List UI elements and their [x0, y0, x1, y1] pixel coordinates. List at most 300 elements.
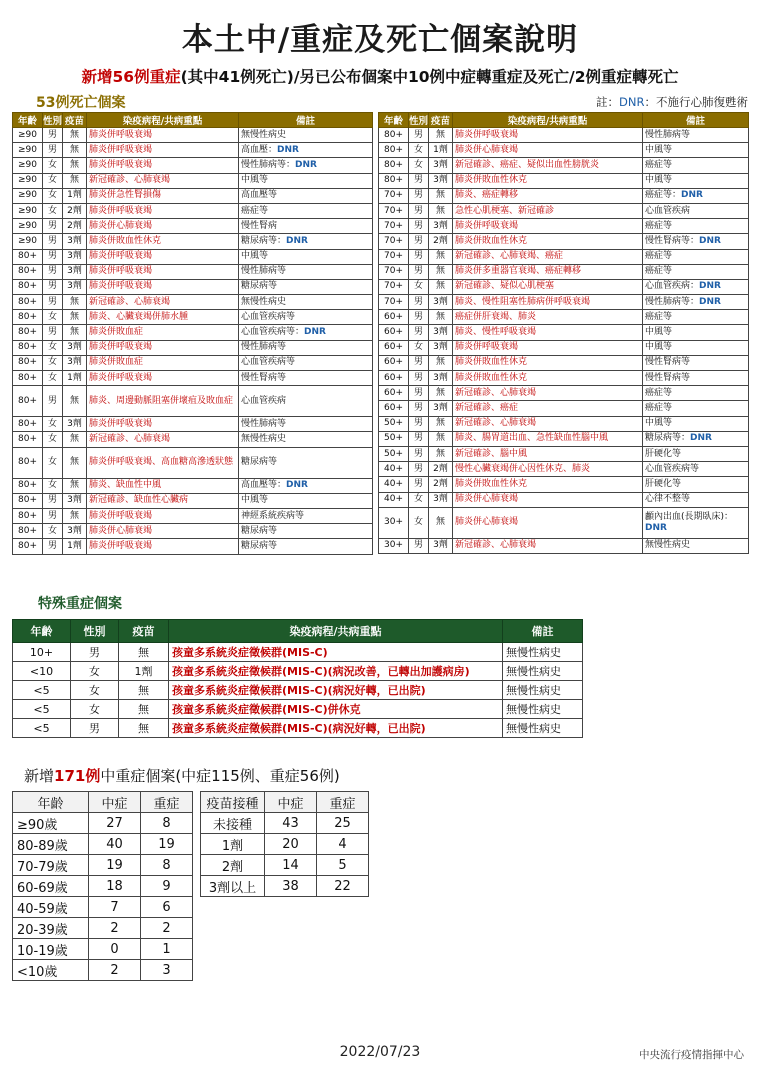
remark-cell	[239, 143, 373, 158]
table-row	[201, 876, 369, 897]
remark-cell	[239, 524, 373, 539]
remark-cell	[643, 188, 749, 203]
remark-cell	[643, 264, 749, 279]
col-moderate: 中症	[89, 792, 141, 813]
vax-cell: 3劑	[429, 295, 453, 310]
remark-cell	[643, 355, 749, 370]
vax-cell: 無	[63, 173, 87, 188]
table-row	[13, 143, 373, 158]
course-cell: 肺炎、慢性阻塞性肺病併呼吸衰竭	[453, 295, 643, 310]
vax-cell: 無	[119, 719, 169, 738]
vax-cell: 無	[429, 203, 453, 218]
remark-cell	[239, 355, 373, 370]
deaths-table-right	[378, 112, 749, 554]
vax-cell: 無	[63, 310, 87, 325]
course-cell: 孩童多系統炎症徵候群(MIS-C)	[169, 643, 503, 662]
age-cell: 70+	[379, 203, 409, 218]
remark-cell	[239, 371, 373, 386]
vax-cell: 無	[429, 416, 453, 431]
remark-text: 癌症等	[645, 266, 673, 277]
vax-cell: 無	[63, 158, 87, 173]
vax-cell: 3劑	[429, 371, 453, 386]
age-cell: ≥90	[13, 143, 43, 158]
dnr-tag: DNR	[304, 327, 326, 338]
table-row	[379, 203, 749, 218]
remark-cell	[643, 203, 749, 218]
severe-cell: 8	[141, 855, 193, 876]
vax-cell: 無	[429, 431, 453, 446]
course-cell: 肺炎併呼吸衰竭	[453, 128, 643, 143]
table-row	[13, 203, 373, 218]
age-cell: 80+	[379, 173, 409, 188]
vax-cell: 無	[63, 128, 87, 143]
vax-cell: 2劑	[63, 219, 87, 234]
course-cell: 孩童多系統炎症徵候群(MIS-C)(病況好轉，已出院)	[169, 681, 503, 700]
age-cell: 80+	[13, 249, 43, 264]
course-cell: 肺炎、腸胃道出血、急性缺血性腦中風	[453, 431, 643, 446]
remark-text: 糖尿病等：	[645, 433, 691, 444]
moderate-cell: 20	[265, 834, 317, 855]
dnr-tag: DNR	[681, 190, 703, 201]
label-cell: 2劑	[201, 855, 265, 876]
sex-cell: 男	[409, 234, 429, 249]
table-row	[13, 355, 373, 370]
label-cell: ≥90歲	[13, 813, 89, 834]
sex-cell: 男	[409, 401, 429, 416]
vax-cell: 3劑	[63, 249, 87, 264]
table-row	[13, 264, 373, 279]
vax-cell: 無	[429, 446, 453, 461]
table-row	[13, 219, 373, 234]
table-row	[13, 340, 373, 355]
course-cell: 肺炎、慢性呼吸衰竭	[453, 325, 643, 340]
course-cell: 肺炎併多重器官衰竭、癌症轉移	[453, 264, 643, 279]
age-cell: 60+	[379, 386, 409, 401]
sex-cell: 男	[409, 173, 429, 188]
severe-cell: 9	[141, 876, 193, 897]
age-cell: 50+	[379, 431, 409, 446]
vax-cell: 3劑	[429, 340, 453, 355]
age-cell: <5	[13, 681, 71, 700]
remark-cell	[643, 507, 749, 538]
course-cell: 慢性心臟衰竭併心因性休克、肺炎	[453, 462, 643, 477]
course-cell: 孩童多系統炎症徵候群(MIS-C)(病況好轉，已出院)	[169, 719, 503, 738]
label-cell: 10-19歲	[13, 939, 89, 960]
sex-cell: 男	[409, 477, 429, 492]
col-age: 年齡	[379, 113, 409, 128]
sex-cell: 男	[43, 264, 63, 279]
table-row	[13, 295, 373, 310]
table-row	[379, 158, 749, 173]
course-cell: 肺炎併呼吸衰竭	[87, 203, 239, 218]
vax-cell: 3劑	[63, 524, 87, 539]
remark-text: 中風等	[645, 327, 673, 338]
moderate-cell: 7	[89, 897, 141, 918]
severe-cell: 4	[317, 834, 369, 855]
sex-cell: 男	[409, 538, 429, 553]
course-cell: 肺炎、心臟衰竭併肺水腫	[87, 310, 239, 325]
remark-text: 癌症等	[645, 159, 673, 170]
vax-cell: 無	[63, 432, 87, 447]
course-cell: 新冠確診、心肺衰竭	[87, 432, 239, 447]
sex-cell: 男	[43, 234, 63, 249]
sex-cell: 女	[409, 507, 429, 538]
remark-cell	[643, 128, 749, 143]
remark-text: 中風等	[645, 418, 673, 429]
course-cell: 肺炎併敗血性休克	[87, 234, 239, 249]
sex-cell: 女	[43, 432, 63, 447]
remark-text: 慢性腎病等：	[645, 235, 700, 246]
moderate-cell: 2	[89, 918, 141, 939]
age-cell: 70+	[379, 249, 409, 264]
vax-cell: 無	[63, 478, 87, 493]
remark-cell	[239, 219, 373, 234]
sex-cell: 男	[409, 310, 429, 325]
table-row	[379, 492, 749, 507]
vax-cell: 3劑	[63, 340, 87, 355]
course-cell: 新冠確診、心肺衰竭	[453, 416, 643, 431]
vax-cell: 3劑	[63, 417, 87, 432]
course-cell: 肺炎併呼吸衰竭	[87, 279, 239, 294]
col-severe: 重症	[317, 792, 369, 813]
vax-cell: 無	[63, 295, 87, 310]
table-row	[13, 386, 373, 417]
dnr-tag: DNR	[645, 522, 667, 533]
table-row	[379, 477, 749, 492]
report-date: 2022/07/23	[339, 1044, 421, 1060]
remark-text: 慢性腎病等	[241, 372, 287, 383]
course-cell: 肺炎併呼吸衰竭	[453, 340, 643, 355]
vax-cell: 1劑	[429, 143, 453, 158]
remark-cell	[643, 386, 749, 401]
table-row	[13, 432, 373, 447]
newcase-prefix: 新增	[24, 767, 55, 785]
course-cell: 肺炎併敗血症	[87, 325, 239, 340]
remark-text: 慢性肺病等：	[645, 296, 700, 307]
age-cell: 80+	[13, 524, 43, 539]
label-cell: 20-39歲	[13, 918, 89, 939]
remark-text: 中風等	[241, 251, 269, 262]
age-cell: 30+	[379, 507, 409, 538]
sex-cell: 男	[409, 249, 429, 264]
remark-cell	[643, 279, 749, 294]
course-cell: 新冠確診、疑似心肌梗塞	[453, 279, 643, 294]
remark-cell: 無慢性病史	[503, 700, 583, 719]
remark-cell	[239, 478, 373, 493]
note-prefix: 註：	[596, 95, 620, 109]
course-cell: 癌症併肝衰竭、肺炎	[453, 310, 643, 325]
remark-cell	[643, 340, 749, 355]
sex-cell: 女	[43, 188, 63, 203]
table-row	[13, 960, 193, 981]
vax-cell: 3劑	[63, 234, 87, 249]
age-cell: 80+	[379, 143, 409, 158]
course-cell: 肺炎併呼吸衰竭、高血糖高滲透狀態	[87, 447, 239, 478]
age-cell: 10+	[13, 643, 71, 662]
sex-cell: 男	[43, 508, 63, 523]
sex-cell: 女	[409, 279, 429, 294]
vax-cell: 無	[63, 143, 87, 158]
table-row	[379, 173, 749, 188]
age-cell: 40+	[379, 477, 409, 492]
sex-cell: 男	[409, 386, 429, 401]
sex-cell: 女	[43, 173, 63, 188]
remark-text: 慢性肺病等	[241, 342, 287, 353]
table-row	[13, 279, 373, 294]
age-cell: 80+	[13, 295, 43, 310]
age-cell: 80+	[13, 493, 43, 508]
table-row	[13, 371, 373, 386]
label-cell: <10歲	[13, 960, 89, 981]
vax-cell: 無	[63, 386, 87, 417]
vax-cell: 3劑	[429, 158, 453, 173]
col-age: 年齡	[13, 620, 71, 643]
course-cell: 肺炎併敗血性休克	[453, 477, 643, 492]
table-row	[13, 524, 373, 539]
table-row	[13, 188, 373, 203]
table-row	[13, 643, 583, 662]
table-row	[13, 681, 583, 700]
remark-text: 癌症等：	[645, 190, 682, 201]
col-remark: 備註	[643, 113, 749, 128]
age-cell: 40+	[379, 492, 409, 507]
remark-cell	[643, 143, 749, 158]
course-cell: 肺炎併心肺衰竭	[87, 524, 239, 539]
severe-cell: 25	[317, 813, 369, 834]
vax-cell: 無	[429, 310, 453, 325]
remark-text: 癌症等	[241, 205, 269, 216]
dnr-tag: DNR	[295, 159, 317, 170]
organization: 中央流行疫情指揮中心	[639, 1049, 744, 1061]
remark-cell	[239, 173, 373, 188]
remark-text: 糖尿病等：	[241, 235, 287, 246]
remark-text: 糖尿病等	[241, 457, 278, 468]
vax-cell: 1劑	[63, 539, 87, 554]
vax-cell: 2劑	[63, 203, 87, 218]
vax-cell: 無	[63, 447, 87, 478]
sex-cell: 男	[409, 355, 429, 370]
special-table	[12, 619, 583, 738]
age-cell: 80+	[13, 508, 43, 523]
dnr-tag: DNR	[286, 235, 308, 246]
remark-text: 癌症等	[645, 402, 673, 413]
col-vax: 疫苗	[119, 620, 169, 643]
remark-text: 慢性肺病等：	[241, 159, 296, 170]
newcase-suffix: 中重症個案(中症115例、重症56例)	[100, 767, 340, 785]
table-row	[13, 834, 193, 855]
table-row	[13, 876, 193, 897]
age-cell: 50+	[379, 446, 409, 461]
age-cell: ≥90	[13, 173, 43, 188]
table-row	[13, 813, 193, 834]
age-cell: 70+	[379, 234, 409, 249]
remark-cell	[239, 386, 373, 417]
severe-cell: 6	[141, 897, 193, 918]
vax-cell: 無	[429, 507, 453, 538]
table-row	[379, 128, 749, 143]
course-cell: 肺炎併敗血性休克	[453, 355, 643, 370]
course-cell: 肺炎併呼吸衰竭	[87, 264, 239, 279]
course-cell: 新冠確診、心肺衰竭	[87, 173, 239, 188]
sex-cell: 男	[71, 643, 119, 662]
remark-cell	[239, 279, 373, 294]
page-subtitle	[0, 65, 760, 87]
vax-cell: 3劑	[429, 173, 453, 188]
table-row	[13, 855, 193, 876]
sex-cell: 男	[71, 719, 119, 738]
course-cell: 肺炎併呼吸衰竭	[87, 508, 239, 523]
table-row	[379, 401, 749, 416]
col-sex: 性別	[71, 620, 119, 643]
col-sex: 性別	[409, 113, 429, 128]
col-course: 染疫病程/共病重點	[87, 113, 239, 128]
sex-cell: 男	[409, 462, 429, 477]
remark-cell	[239, 158, 373, 173]
table-row	[13, 508, 373, 523]
remark-cell	[239, 340, 373, 355]
remark-text: 心血管疾病	[241, 395, 287, 406]
age-cell: ≥90	[13, 128, 43, 143]
col-remark: 備註	[503, 620, 583, 643]
age-cell: 80+	[13, 371, 43, 386]
vax-cell: 1劑	[63, 188, 87, 203]
remark-cell: 無慢性病史	[503, 681, 583, 700]
sex-cell: 男	[409, 446, 429, 461]
severe-cell: 2	[141, 918, 193, 939]
remark-cell	[239, 508, 373, 523]
vax-cell: 3劑	[429, 219, 453, 234]
vax-cell: 3劑	[63, 264, 87, 279]
sex-cell: 女	[43, 310, 63, 325]
remark-cell	[643, 462, 749, 477]
remark-cell	[239, 325, 373, 340]
remark-text: 心血管疾病等	[645, 463, 700, 474]
remark-text: 糖尿病等	[241, 525, 278, 536]
remark-cell	[643, 371, 749, 386]
sex-cell: 女	[71, 662, 119, 681]
table-row	[379, 295, 749, 310]
sex-cell: 女	[71, 700, 119, 719]
remark-cell	[239, 417, 373, 432]
course-cell: 肺炎併敗血症	[87, 355, 239, 370]
remark-cell	[643, 219, 749, 234]
sex-cell: 女	[43, 158, 63, 173]
remark-cell	[239, 493, 373, 508]
course-cell: 肺炎併敗血性休克	[453, 234, 643, 249]
vax-cell: 無	[119, 643, 169, 662]
col-moderate: 中症	[265, 792, 317, 813]
age-cell: 80+	[13, 279, 43, 294]
remark-text: 癌症等	[645, 220, 673, 231]
age-cell: 60+	[379, 310, 409, 325]
vaccine-table	[200, 791, 369, 897]
label-cell: 70-79歲	[13, 855, 89, 876]
remark-text: 高血壓：	[241, 144, 278, 155]
age-cell: 60+	[379, 355, 409, 370]
table-row	[379, 340, 749, 355]
course-cell: 新冠確診、癌症、疑似出血性膀胱炎	[453, 158, 643, 173]
dnr-tag: DNR	[699, 296, 721, 307]
course-cell: 急性心肌梗塞、新冠確診	[453, 203, 643, 218]
sex-cell: 女	[409, 340, 429, 355]
age-cell: 80+	[13, 478, 43, 493]
remark-text: 慢性腎病等	[645, 357, 691, 368]
age-cell: 80+	[13, 386, 43, 417]
sex-cell: 女	[409, 158, 429, 173]
moderate-cell: 0	[89, 939, 141, 960]
course-cell: 肺炎併呼吸衰竭	[453, 219, 643, 234]
table-row	[13, 128, 373, 143]
table-row	[13, 158, 373, 173]
course-cell: 新冠確診、心肺衰竭、癌症	[453, 249, 643, 264]
course-cell: 肺炎併心肺衰竭	[453, 492, 643, 507]
remark-cell: 無慢性病史	[503, 643, 583, 662]
remark-text: 慢性肺病等	[241, 418, 287, 429]
remark-cell	[643, 401, 749, 416]
age-cell: 60+	[379, 340, 409, 355]
remark-text: 中風等	[645, 175, 673, 186]
remark-cell	[643, 173, 749, 188]
moderate-cell: 27	[89, 813, 141, 834]
remark-cell	[643, 416, 749, 431]
vax-cell: 3劑	[429, 401, 453, 416]
special-label: 特殊重症個案	[38, 596, 122, 612]
vax-cell: 無	[429, 128, 453, 143]
remark-cell	[643, 295, 749, 310]
table-row	[379, 219, 749, 234]
vax-cell: 1劑	[119, 662, 169, 681]
remark-text: 慢性腎病	[241, 220, 278, 231]
moderate-cell: 19	[89, 855, 141, 876]
course-cell: 肺炎併呼吸衰竭	[87, 371, 239, 386]
table-row	[13, 447, 373, 478]
course-cell: 肺炎、周邊動脈阻塞併壞疽及敗血症	[87, 386, 239, 417]
table-row	[13, 700, 583, 719]
age-cell: ≥90	[13, 203, 43, 218]
sex-cell: 女	[409, 143, 429, 158]
remark-text: 顱內出血(長期臥床)：	[645, 511, 734, 522]
sex-cell: 男	[409, 325, 429, 340]
remark-text: 慢性肺病等	[645, 129, 691, 140]
table-row	[13, 662, 583, 681]
remark-cell: 無慢性病史	[503, 719, 583, 738]
subtitle-highlight: 新增56例重症	[81, 68, 181, 86]
age-cell: 80+	[13, 340, 43, 355]
age-cell: 80+	[13, 417, 43, 432]
age-cell: 80+	[13, 432, 43, 447]
table-row	[379, 431, 749, 446]
course-cell: 孩童多系統炎症徵候群(MIS-C)(病況改善，已轉出加護病房)	[169, 662, 503, 681]
table-row	[13, 478, 373, 493]
table-row	[13, 234, 373, 249]
newcase-heading	[24, 765, 340, 786]
age-table	[12, 791, 193, 981]
col-age: 年齡	[13, 792, 89, 813]
sex-cell: 男	[409, 128, 429, 143]
sex-cell: 女	[43, 524, 63, 539]
vax-cell: 3劑	[429, 492, 453, 507]
vax-cell: 無	[119, 681, 169, 700]
remark-cell	[643, 446, 749, 461]
remark-cell	[643, 477, 749, 492]
remark-text: 中風等	[241, 495, 269, 506]
table-row	[13, 939, 193, 960]
remark-text: 無慢性病史	[241, 433, 287, 444]
sex-cell: 男	[409, 416, 429, 431]
table-row	[379, 310, 749, 325]
age-cell: ≥90	[13, 234, 43, 249]
remark-cell	[239, 203, 373, 218]
